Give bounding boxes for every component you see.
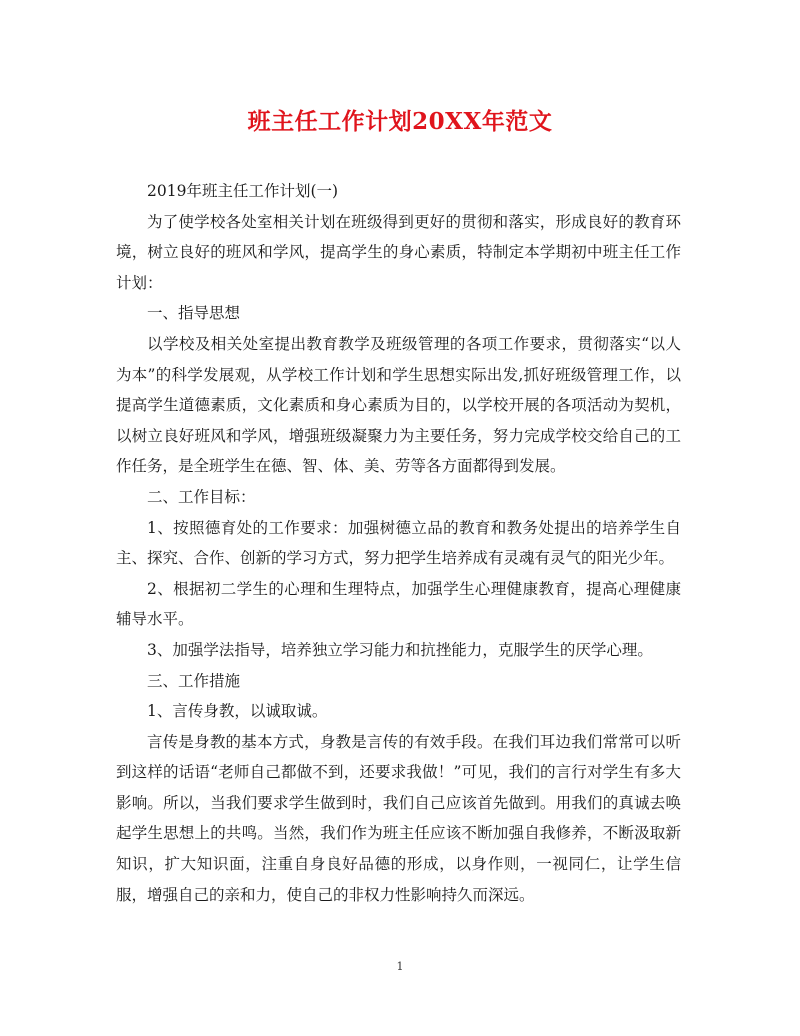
measure-paragraph: 言传是身教的基本方式，身教是言传的有效手段。在我们耳边我们常常可以听到这样的话语“老师自己都做不到，还要求我做！”可见，我们的言行对学生有多大影响。所以，当我们要求学生做到时，我们自己应该首先做到。用我们的真诚去唤起学生思想上的共鸣。当然，我们作为班主任应该不断加强自我修养，不断汲取新知识，扩大知识面，注重自身良好品德的形成，以身作则，一视同仁，让学生信服，增强自己的亲和力，使自己的非权力性影响持久而深远。 <box>116 732 681 904</box>
measure-item-1: 1、言传身教，以诚取诚。 <box>147 702 328 721</box>
document-title: 班主任工作计划20XX年范文 <box>247 108 553 135</box>
section-heading-guiding-ideology: 一、指导思想 <box>147 304 241 323</box>
section-heading-work-goals: 二、工作目标： <box>147 487 256 506</box>
page-number: 1 <box>396 960 404 973</box>
guiding-ideology-paragraph: 以学校及相关处室提出教育教学及班级管理的各项工作要求，贯彻落实“以人为本”的科学发展观，从学校工作计划和学生思想实际出发,抓好班级管理工作，以提高学生道德素质，文化素质和身心素质为目的，以学校开展的各项活动为契机，以树立良好班风和学风，增强班级凝聚力为主要任务，努力完成学校交给自己的工作任务，是全班学生在德、智、体、美、劳等各方面都得到发展。 <box>116 334 681 476</box>
goal-item-1: 1、按照德育处的工作要求：加强树德立品的教育和教务处提出的培养学生自主、探究、合作、创新的学习方式，努力把学生培养成有灵魂有灵气的阳光少年。 <box>116 518 681 568</box>
section-heading-work-measures: 三、工作措施 <box>147 671 241 690</box>
goal-item-2: 2、根据初二学生的心理和生理特点，加强学生心理健康教育，提高心理健康辅导水平。 <box>116 579 681 629</box>
goal-item-3: 3、加强学法指导，培养独立学习能力和抗挫能力，克服学生的厌学心理。 <box>147 640 653 659</box>
document-body <box>116 176 681 910</box>
subtitle-paragraph: 2019年班主任工作计划(一) <box>147 182 339 200</box>
intro-paragraph: 为了使学校各处室相关计划在班级得到更好的贯彻和落实，形成良好的教育环境，树立良好的班风和学风，提高学生的身心素质，特制定本学期初中班主任工作计划： <box>116 212 681 292</box>
